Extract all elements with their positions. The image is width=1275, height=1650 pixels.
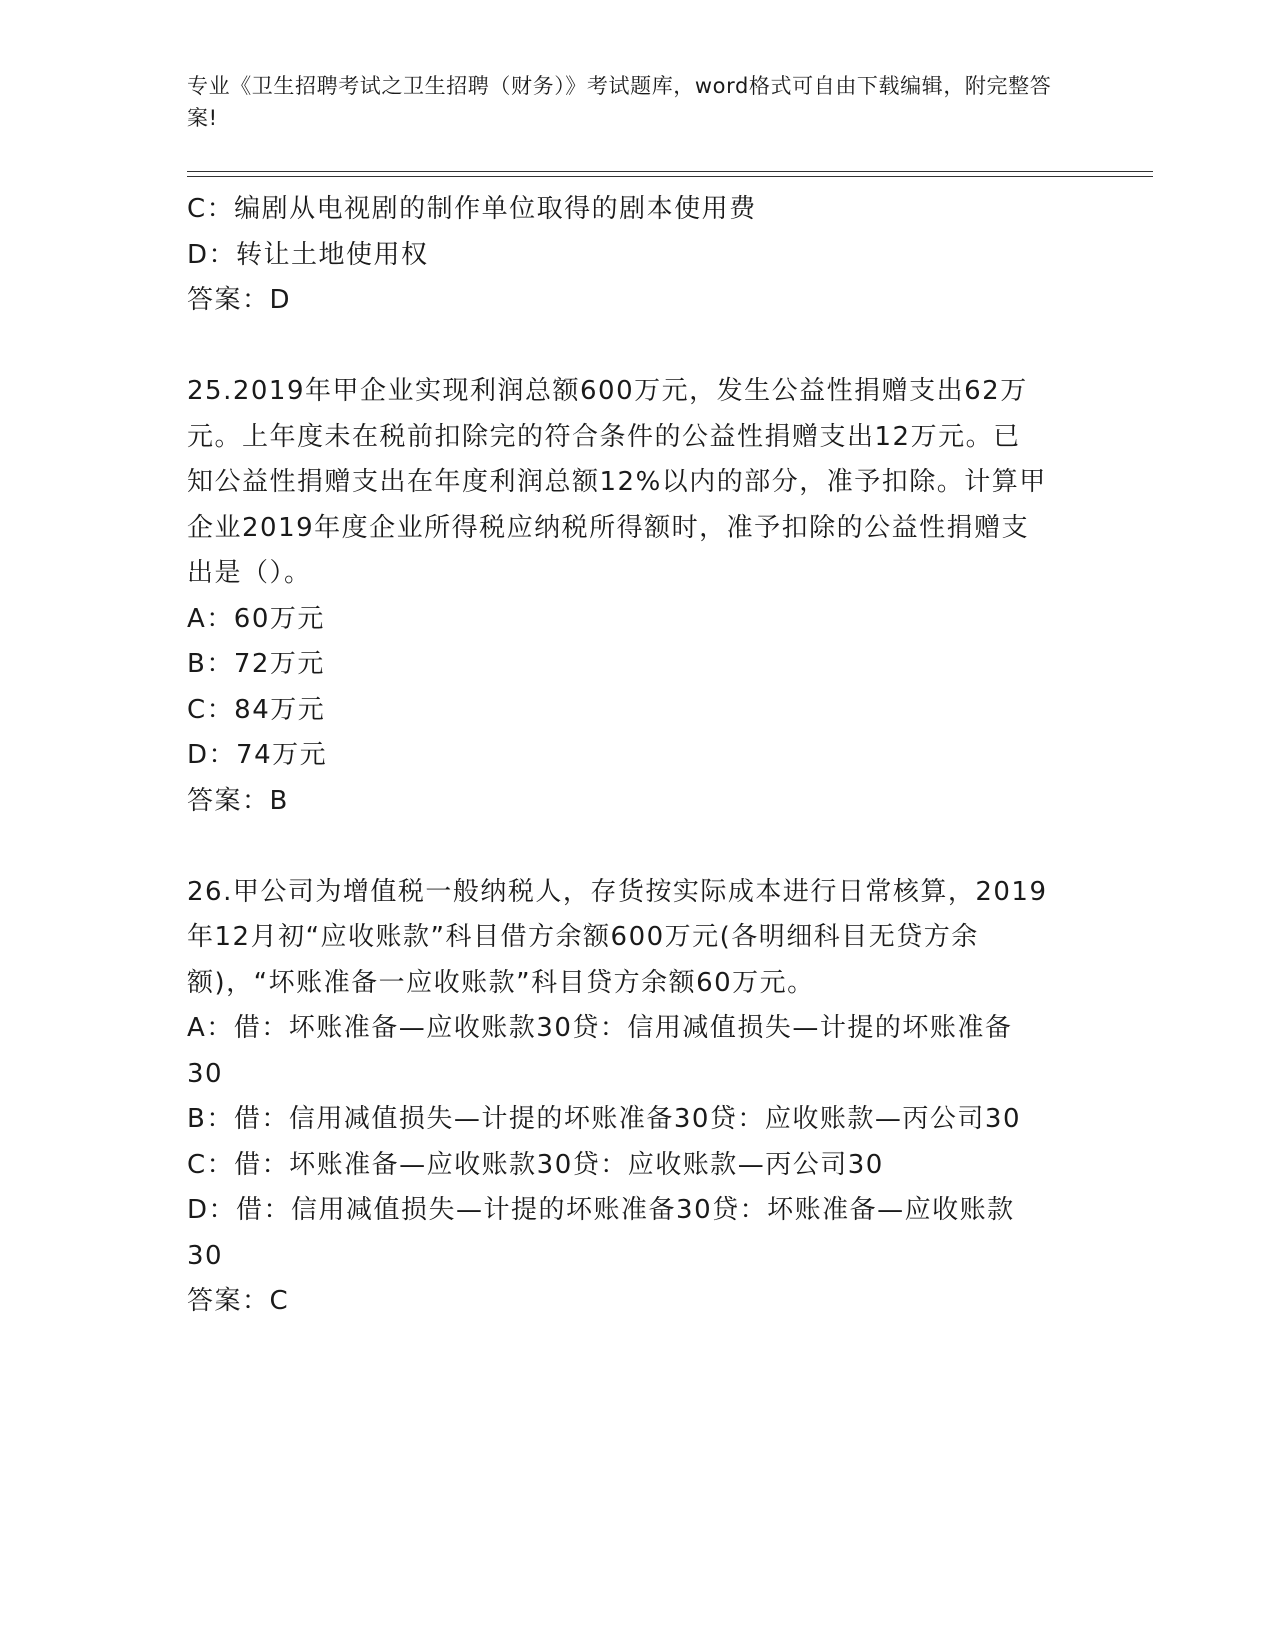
- option-b: B：72万元: [187, 649, 325, 679]
- spacer: [187, 324, 1087, 370]
- document-body: [187, 187, 1087, 1325]
- header-rule-bottom: [187, 176, 1153, 177]
- option-c: C：借：坏账准备—应收账款30贷：应收账款—丙公司30: [187, 1149, 884, 1180]
- answer: 答案：D: [187, 285, 292, 315]
- option-d: D：借：信用减值损失—计提的坏账准备30贷：坏账准备—应收账款: [187, 1195, 1015, 1225]
- question-25: [187, 369, 1087, 824]
- answer: 答案：B: [187, 785, 289, 816]
- option-b: B：借：信用减值损失—计提的坏账准备30贷：应收账款—丙公司30: [187, 1104, 1022, 1134]
- option-c: C：84万元: [187, 694, 326, 725]
- option-d-continued: 30: [187, 1240, 224, 1271]
- question-text-line: 知公益性捐赠支出在年度利润总额12%以内的部分，准予扣除。计算甲: [187, 467, 1047, 497]
- option-d: D：74万元: [187, 740, 328, 770]
- question-text-line: 额)，“坏账准备一应收账款”科目贷方余额60万元。: [187, 967, 815, 998]
- question-text-line: 25.2019年甲企业实现利润总额600万元，发生公益性捐赠支出62万: [187, 376, 1028, 406]
- question-text-line: 年12月初“应收账款”科目借方余额600万元(各明细科目无贷方余: [187, 922, 979, 952]
- option-c: C：编剧从电视剧的制作单位取得的剧本使用费: [187, 194, 757, 224]
- header-rule-top: [187, 171, 1153, 172]
- page-header: [187, 70, 1067, 134]
- question-text-line: 企业2019年度企业所得税应纳税所得额时，准予扣除的公益性捐赠支: [187, 512, 1030, 543]
- option-d: D：转让土地使用权: [187, 239, 429, 270]
- question-26: [187, 870, 1087, 1325]
- answer: 答案：C: [187, 1286, 290, 1316]
- option-a: A：借：坏账准备—应收账款30贷：信用减值损失—计提的坏账准备: [187, 1013, 1013, 1043]
- spacer: [187, 824, 1087, 870]
- question-text-line: 26.甲公司为增值税一般纳税人，存货按实际成本进行日常核算，2019: [187, 876, 1048, 907]
- prev-question: [187, 187, 1087, 324]
- option-a-continued: 30: [187, 1058, 224, 1089]
- option-a: A：60万元: [187, 603, 325, 634]
- header-text: 专业《卫生招聘考试之卫生招聘（财务）》考试题库，word格式可自由下载编辑，附完整答案!: [187, 74, 1052, 130]
- question-text-line: 元。上年度未在税前扣除完的符合条件的公益性捐赠支出12万元。已: [187, 421, 1021, 452]
- question-text-line: 出是（）。: [187, 558, 312, 588]
